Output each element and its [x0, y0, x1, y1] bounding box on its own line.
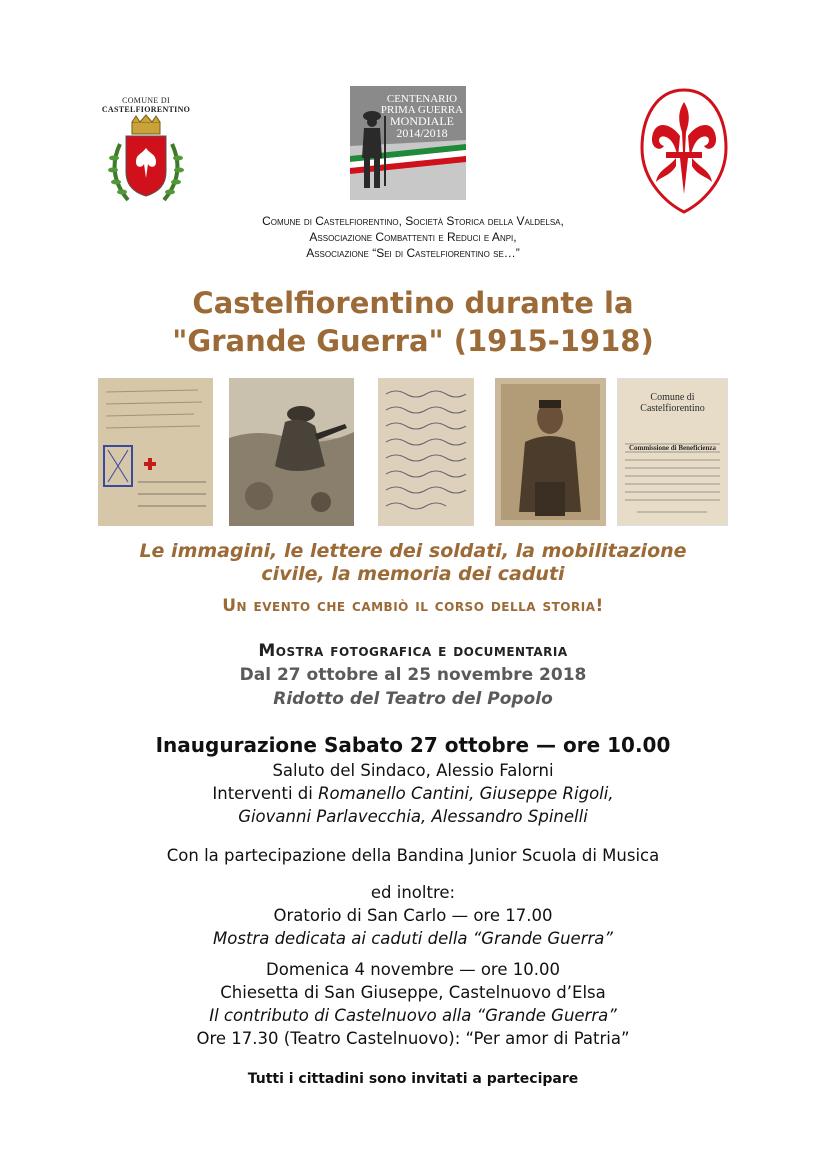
- exhibit-venue: Ridotto del Teatro del Popolo: [273, 689, 553, 709]
- comune-logo-line2: CASTELFIORENTINO: [101, 105, 191, 114]
- exhibit-label: Mostra fotografica e documentaria: [258, 641, 568, 661]
- sunday-show: Ore 17.30 (Teatro Castelnuovo): “Per amor di Patria”: [196, 1029, 630, 1048]
- sunday-block: [0, 958, 826, 1050]
- centenario-text-1: CENTENARIO: [386, 93, 458, 105]
- centenario-text-3: MONDIALE: [390, 114, 454, 128]
- subtitle: [0, 540, 826, 586]
- sunday-desc: Il contributo di Castelnuovo alla “Grande Guerra”: [209, 1006, 617, 1025]
- oltre-block: [0, 881, 826, 950]
- speakers-prefix: Interventi di: [212, 784, 319, 803]
- photo-soldier-trench: [229, 378, 354, 526]
- organizers-block: [0, 213, 826, 261]
- organizers-line-1: Comune di Castelfiorentino, Società Storica della Valdelsa,: [262, 214, 564, 228]
- photo-handwritten-letter: [378, 378, 474, 526]
- crest-icon: [98, 114, 194, 214]
- comune-crest-logo: [98, 96, 194, 216]
- centenario-text-2: PRIMA GUERRA: [380, 104, 464, 116]
- speakers-block: [0, 782, 826, 828]
- organizers-line-3: Associazione “Sei di Castelfiorentino se…”: [306, 246, 520, 260]
- speakers-line-1: Romanello Cantini, Giuseppe Rigoli,: [318, 784, 614, 803]
- subtitle-line-1: Le immagini, le lettere dei soldati, la mobilitazione: [139, 540, 687, 562]
- poster-doc-heading: Comune di Castelfiorentino: [640, 392, 705, 414]
- oltre-desc: Mostra dedicata ai caduti della “Grande Guerra”: [213, 929, 613, 948]
- photo-poster-document: [617, 378, 728, 526]
- bandina-note: Con la partecipazione della Bandina Junior Scuola di Musica: [166, 846, 660, 865]
- title-line-1: Castelfiorentino durante la: [192, 286, 634, 320]
- exhibit-dates: Dal 27 ottobre al 25 novembre 2018: [239, 665, 587, 685]
- subtitle-line-2: civile, la memoria dei caduti: [261, 563, 565, 585]
- sunday-place: Chiesetta di San Giuseppe, Castelnuovo d’Elsa: [220, 983, 606, 1002]
- photo-postcard: [98, 378, 213, 526]
- event-tagline: Un evento che cambiò il corso della storia!: [222, 596, 604, 616]
- page-title: [0, 284, 826, 360]
- fleur-de-lis-icon: [640, 88, 728, 214]
- poster-doc-subheading: Commissione di Beneficienza: [628, 444, 717, 452]
- oltre-place: Oratorio di San Carlo — ore 17.00: [273, 906, 553, 925]
- speakers-line-2: Giovanni Parlavecchia, Alessandro Spinelli: [238, 807, 588, 826]
- centenario-logo: [350, 86, 466, 200]
- photo-portrait-soldier: [495, 378, 606, 526]
- comune-logo-line1: COMUNE DI: [122, 96, 170, 105]
- mayor-greeting: Saluto del Sindaco, Alessio Falorni: [272, 761, 554, 780]
- closing-invitation: Tutti i cittadini sono invitati a partecipare: [247, 1071, 579, 1087]
- oltre-intro: ed inoltre:: [370, 883, 456, 902]
- centenario-text-4: 2014/2018: [396, 126, 448, 140]
- organizers-line-2: Associazione Combattenti e Reduci e Anpi,: [309, 230, 517, 244]
- title-line-2: "Grande Guerra" (1915-1918): [172, 324, 654, 358]
- inauguration-heading: Inaugurazione Sabato 27 ottobre — ore 10.00: [155, 733, 671, 757]
- giglio-logo: [640, 88, 728, 214]
- sunday-date: Domenica 4 novembre — ore 10.00: [266, 960, 560, 979]
